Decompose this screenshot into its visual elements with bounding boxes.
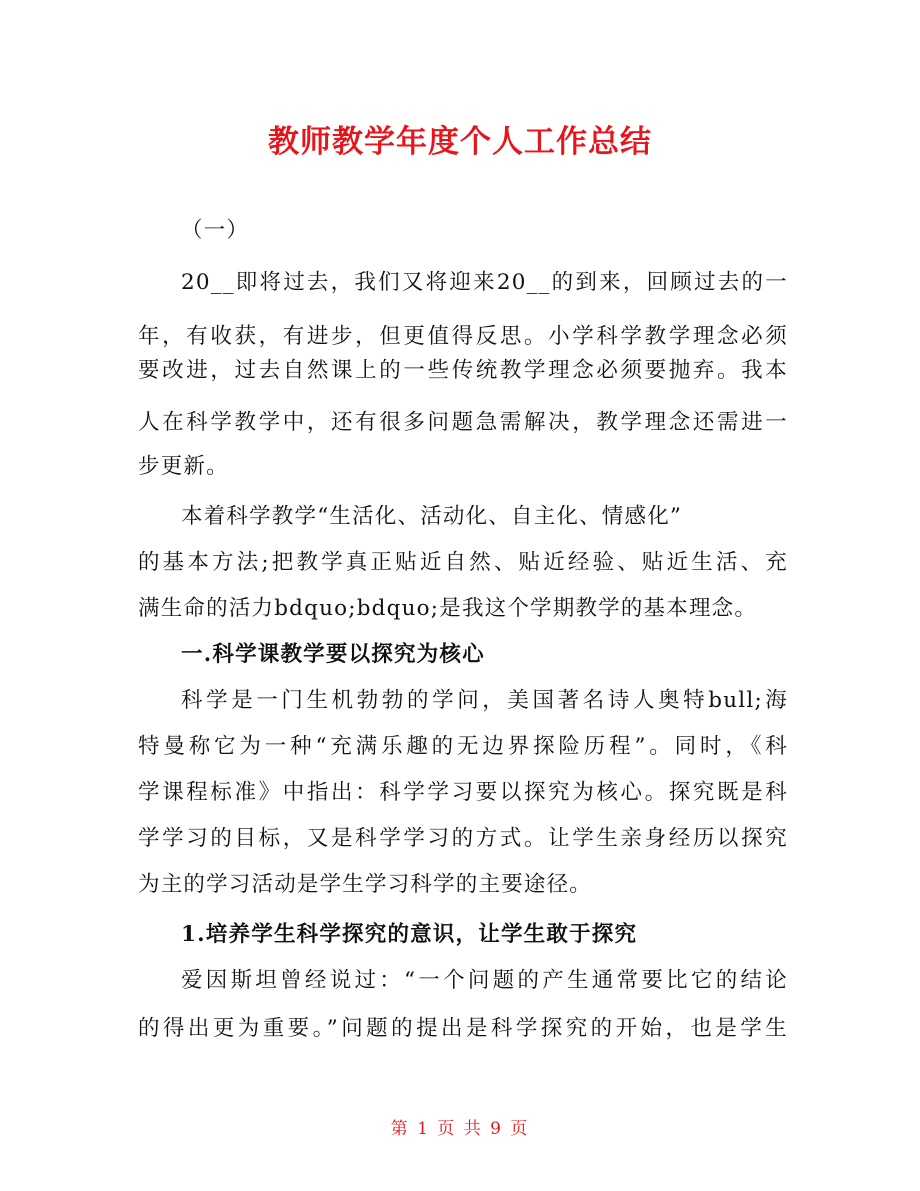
- paragraph-line: 学课程标准》中指出：科学学习要以探究为核心。探究既是科: [138, 780, 788, 805]
- paragraph-line: 科学是一门生机勃勃的学问，美国著名诗人奥特bull;海: [181, 688, 788, 713]
- paragraph-line: 20__即将过去，我们又将迎来20__的到来，回顾过去的一: [181, 270, 788, 295]
- paragraph-line: 爱因斯坦曾经说过：“一个问题的产生通常要比它的结论: [181, 968, 788, 993]
- paragraph-line: 满生命的活力bdquo;bdquo;是我这个学期教学的基本理念。: [138, 596, 758, 621]
- subsection-heading: 1.培养学生科学探究的意识，让学生敢于探究: [181, 922, 638, 947]
- paragraph-line: 的得出更为重要。”问题的提出是科学探究的开始，也是学生: [138, 1016, 788, 1041]
- paragraph-line: 为主的学习活动是学生学习科学的主要途径。: [138, 872, 593, 897]
- page-footer: 第 1 页 共 9 页: [390, 1119, 530, 1139]
- paragraph-line: 学学习的目标，又是科学学习的方式。让学生亲身经历以探究: [138, 826, 788, 851]
- paragraph-line: 本着科学教学“生活化、活动化、自主化、情感化”: [181, 504, 683, 529]
- paragraph-line: 的基本方法;把教学真正贴近自然、贴近经验、贴近生活、充: [138, 550, 788, 575]
- paragraph-line: 要改进，过去自然课上的一些传统教学理念必须要抛弃。我本: [138, 358, 788, 383]
- paragraph-line: 特曼称它为一种“充满乐趣的无边界探险历程”。同时，《科: [138, 734, 788, 759]
- paragraph-line: 年，有收获，有进步，但更值得反思。小学科学教学理念必须: [138, 324, 788, 349]
- paragraph-line: 步更新。: [138, 454, 229, 479]
- paragraph-heading: （一）: [181, 218, 250, 243]
- document-title: 教师教学年度个人工作总结: [268, 124, 652, 160]
- section-heading: 一.科学课教学要以探究为核心: [181, 642, 485, 667]
- paragraph-line: 人在科学教学中，还有很多问题急需解决，教学理念还需进一: [138, 410, 788, 435]
